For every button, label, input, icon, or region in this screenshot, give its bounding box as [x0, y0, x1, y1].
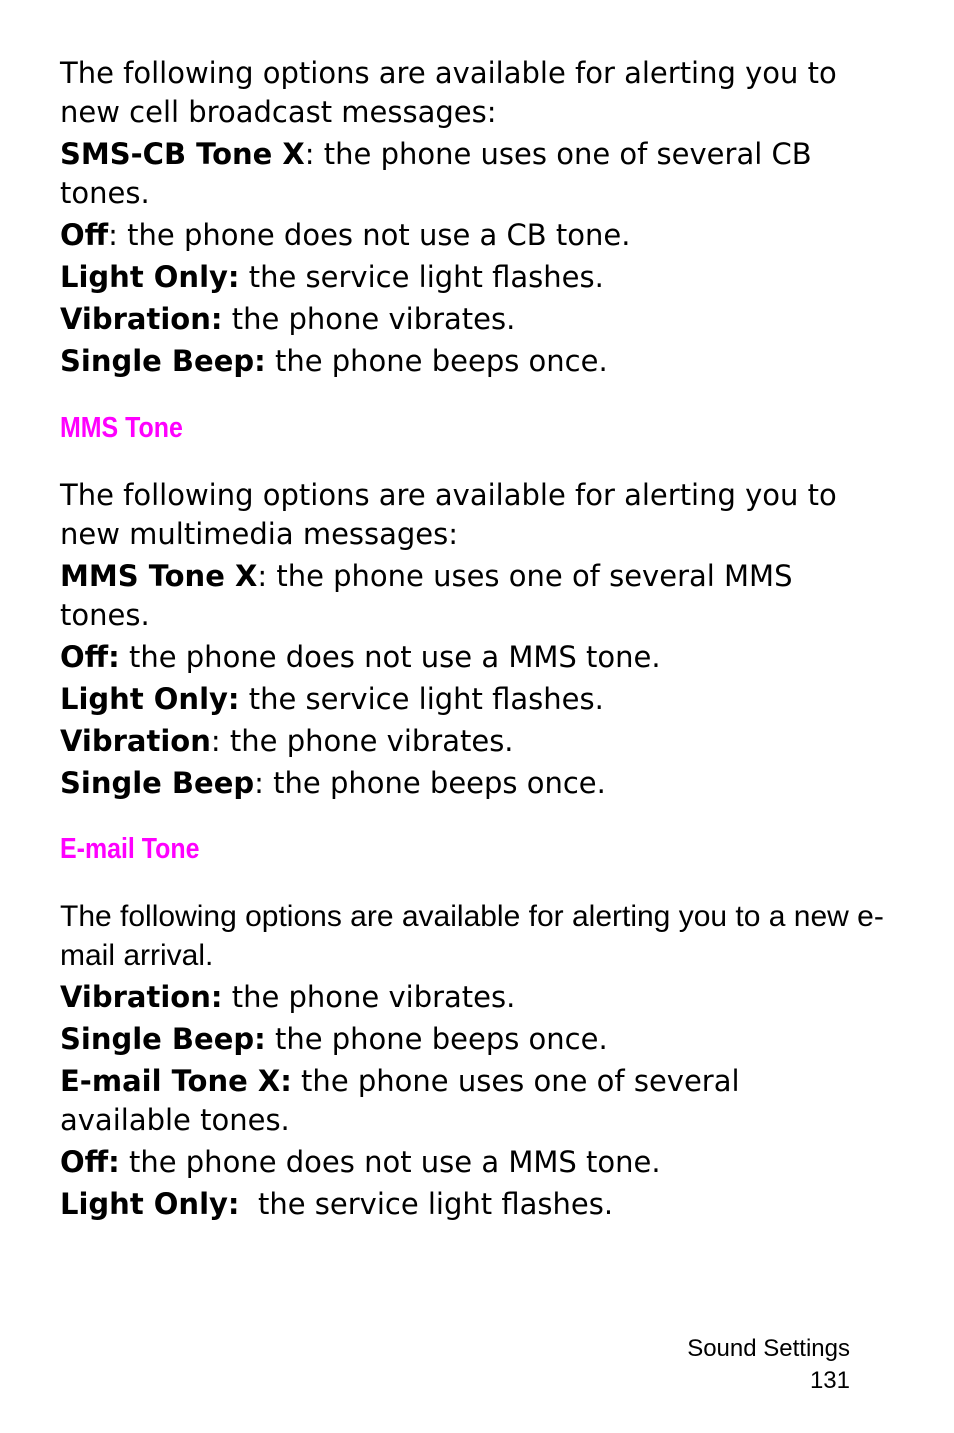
option-desc: the phone does not use a MMS tone. [119, 1145, 661, 1179]
option-term: Light Only: [60, 260, 240, 294]
option-term: Off: [60, 640, 120, 674]
cb-option-light [60, 258, 890, 297]
email-option-beep [60, 1020, 890, 1059]
option-desc: : the phone vibrates. [210, 724, 514, 758]
mms-option-off [60, 638, 890, 677]
option-desc: : the phone beeps once. [254, 766, 606, 800]
cb-option-beep [60, 342, 890, 381]
option-desc: the service light flashes. [239, 260, 604, 294]
option-term: Vibration [60, 724, 211, 758]
page-number: 131 [809, 1367, 850, 1394]
mms-tone-heading: MMS Tone [60, 412, 183, 444]
option-term: Single Beep: [60, 344, 266, 378]
option-desc: the phone vibrates. [222, 980, 516, 1014]
footer-section-title: Sound Settings [687, 1335, 850, 1362]
email-tone-heading: E-mail Tone [60, 833, 200, 865]
mms-option-beep [60, 764, 890, 803]
email-intro: The following options are available for alerting you to a new e-mail arrival. [60, 900, 884, 972]
option-desc: the phone beeps once. [265, 1022, 608, 1056]
option-desc: the phone beeps once. [265, 344, 608, 378]
email-option-tone [60, 1062, 780, 1140]
email-option-light [60, 1185, 890, 1224]
cb-option-off [60, 216, 890, 255]
option-desc: the phone does not use a MMS tone. [119, 640, 661, 674]
email-option-vibration [60, 978, 890, 1017]
option-term: Single Beep: [60, 1022, 266, 1056]
option-term: Light Only: [60, 1187, 240, 1221]
cb-option-tone [60, 135, 890, 213]
option-term: Single Beep [60, 766, 255, 800]
option-desc: : the phone does not use a CB tone. [108, 218, 631, 252]
option-term: SMS-CB Tone X [60, 137, 305, 171]
mms-option-light [60, 680, 890, 719]
option-desc: the service light flashes. [239, 682, 604, 716]
mms-option-vibration [60, 722, 890, 761]
mms-option-tone [60, 557, 890, 635]
option-desc: : the phone uses one of several MMS tones. [60, 559, 793, 632]
option-term: Off: [60, 1145, 120, 1179]
option-term: E-mail Tone X: [60, 1064, 292, 1098]
option-desc: the service light flashes. [239, 1187, 614, 1221]
page-footer [687, 1333, 850, 1397]
option-term: MMS Tone X [60, 559, 258, 593]
option-term: Off [60, 218, 109, 252]
cb-option-vibration [60, 300, 890, 339]
option-desc: the phone vibrates. [222, 302, 516, 336]
option-desc: the phone uses one of several available tones. [60, 1064, 740, 1137]
option-term: Light Only: [60, 682, 240, 716]
cb-intro: The following options are available for alerting you to new cell broadcast messages: [60, 56, 837, 129]
option-term: Vibration: [60, 980, 223, 1014]
option-term: Vibration: [60, 302, 223, 336]
option-desc: : the phone uses one of several CB tones. [60, 137, 812, 210]
email-option-off [60, 1143, 890, 1182]
mms-intro: The following options are available for alerting you to new multimedia messages: [60, 478, 837, 551]
